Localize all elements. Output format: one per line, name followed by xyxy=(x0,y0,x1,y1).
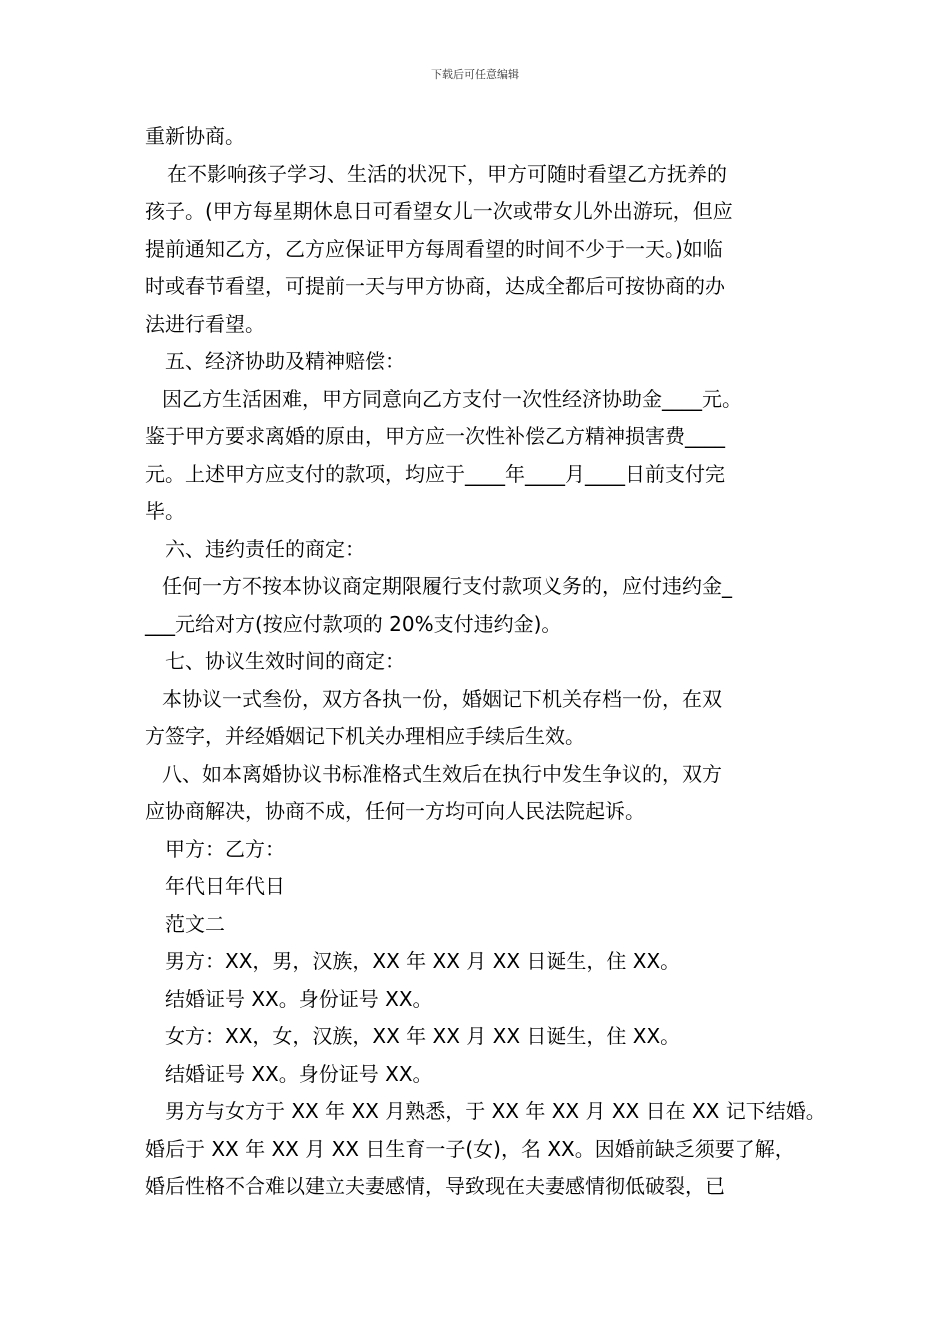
date-line: 年代日年代日 xyxy=(165,874,285,898)
sample-heading: 范文二 xyxy=(165,911,225,936)
text-line: 法进行看望。 xyxy=(145,311,265,336)
text-line: 方签字，并经婚姻记下机关办理相应手续后生效。 xyxy=(145,724,585,748)
text-line: 元。上述甲方应支付的款项，均应于____年____月____日前支付完 xyxy=(145,461,725,486)
text-line: 因乙方生活困难，甲方同意向乙方支付一次性经济协助金____元。 xyxy=(162,386,742,411)
text-line: 结婚证号 XX。身份证号 XX。 xyxy=(165,986,433,1011)
text-line: 婚后性格不合难以建立夫妻感情，导致现在夫妻感情彻低破裂，已 xyxy=(145,1174,725,1198)
text-line: 女方：XX，女，汉族，XX 年 XX 月 XX 日诞生，住 XX。 xyxy=(165,1024,681,1048)
text-line: 男方：XX，男，汉族，XX 年 XX 月 XX 日诞生，住 XX。 xyxy=(165,949,681,973)
text-line: 男方与女方于 XX 年 XX 月熟悉，于 XX 年 XX 月 XX 日在 XX 记下结婚。 xyxy=(165,1099,826,1123)
section-heading: 七、协议生效时间的商定： xyxy=(165,649,405,673)
document-body xyxy=(145,118,826,1206)
page-header: 下载后可任意编辑 xyxy=(431,68,519,81)
text-line: ___元给对方(按应付款项的 20%支付违约金)。 xyxy=(145,611,562,636)
text-line: 应协商解决，协商不成，任何一方均可向人民法院起诉。 xyxy=(145,799,645,823)
text-line: 孩子。(甲方每星期休息日可看望女儿一次或带女儿外出游玩，但应 xyxy=(145,199,733,223)
text-line: 任何一方不按本协议商定期限履行支付款项义务的，应付违约金_ xyxy=(162,574,732,598)
text-line: 提前通知乙方，乙方应保证甲方每周看望的时间不少于一天。)如临 xyxy=(145,236,723,261)
text-line: 本协议一式叁份，双方各执一份，婚姻记下机关存档一份，在双 xyxy=(162,686,722,711)
text-line: 毕。 xyxy=(145,499,185,523)
text-line: 结婚证号 XX。身份证号 XX。 xyxy=(165,1061,433,1086)
text-line: 鉴于甲方要求离婚的原由，甲方应一次性补偿乙方精神损害费____ xyxy=(145,424,725,448)
text-line: 在不影响孩子学习、生活的状况下，甲方可随时看望乙方抚养的 xyxy=(167,161,727,186)
text-line: 婚后于 XX 年 XX 月 XX 日生育一子(女)，名 XX。因婚前缺乏须要了解， xyxy=(145,1136,795,1161)
text-line: 重新协商。 xyxy=(145,124,245,148)
section-heading: 六、违约责任的商定： xyxy=(165,536,365,561)
section-heading: 八、如本离婚协议书标准格式生效后在执行中发生争议的，双方 xyxy=(162,761,722,786)
section-heading: 五、经济协助及精神赔偿： xyxy=(165,349,405,373)
text-line: 时或春节看望，可提前一天与甲方协商，达成全都后可按协商的办 xyxy=(145,274,725,298)
signature-line: 甲方：乙方： xyxy=(165,836,285,861)
